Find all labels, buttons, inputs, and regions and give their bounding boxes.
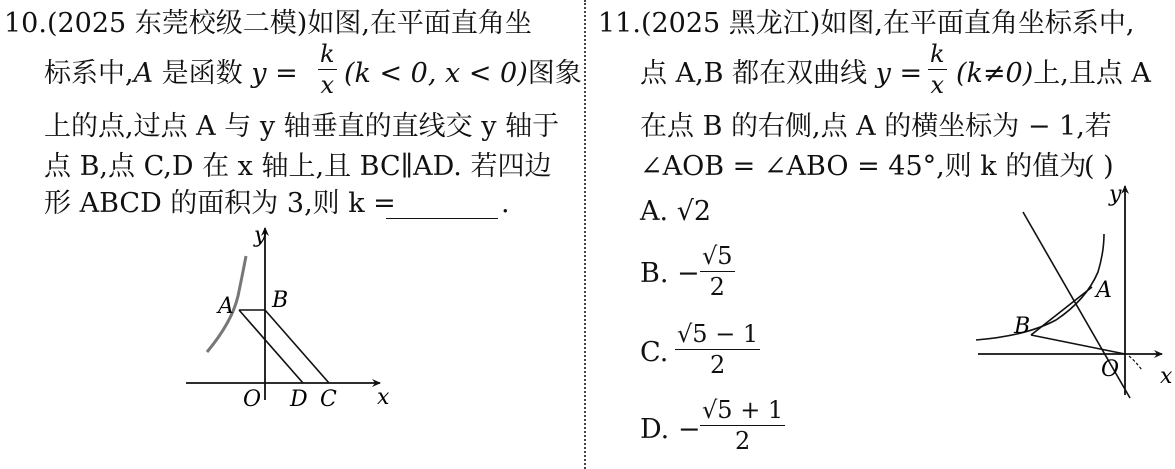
q11-l2a: 点 A,B 都在双曲线 [640,58,876,89]
q11-option-c-num: √5 − 1 [677,320,759,348]
q11-label-a: A [1096,278,1112,303]
q10-segment-bc [265,310,329,383]
q11-option-c-label: C. [640,337,669,368]
q10-label-x: x [377,385,390,410]
q11-option-a-value: √2 [676,196,712,227]
q11-option-b-num: √5 [702,242,733,270]
q10-l2c: 是函数 [153,58,252,89]
q11-option-c-den: 2 [709,351,726,379]
q10-frac-num: k [320,40,335,68]
q11-hyperbola [976,234,1104,340]
q10-label-d: D [290,387,308,412]
q11-number: 11. [598,8,641,39]
q10-l2b: A [133,58,154,89]
q11-l2cond: (k≠0) [956,58,1034,89]
q11-option-d-den: 2 [734,427,751,455]
q10-l5: 形 ABCD 的面积为 3,则 k = [44,188,396,219]
q10-figure [0,0,584,469]
q10-l2y: y [251,58,267,89]
q10-l2eq: = [266,58,298,89]
q10-label-b: B [272,288,289,313]
q11-option-d-num: √5 + 1 [702,396,784,424]
q11-label-x: x [1160,364,1173,389]
q11-l4: ∠AOB = ∠ABO = 45°,则 k 的值为 [640,151,1087,182]
q10-label-o: O [243,387,262,412]
q11-option-b-den: 2 [709,273,725,301]
q10-l5-end: . [501,188,510,219]
q11-segment-ba [1031,287,1092,335]
q11-line1-text: 如图,在平面直角坐标系中, [820,8,1135,39]
q10-line-3: 上的点,过点 A 与 y 轴垂直的直线交 y 轴于 [44,111,560,142]
q11-answer-paren: ( ) [1084,151,1114,182]
q10-label-y: y [254,223,267,248]
q11-frac-num: k [930,40,945,68]
q10-number: 10. [4,8,47,39]
q11-option-d-sign: − [677,414,701,445]
q11-source: (2025 黑龙江) [640,8,821,39]
q11-option-b-sign: − [677,258,700,289]
q11-label-y: y [1109,182,1122,207]
q10-label-c: C [320,387,337,412]
q11-option-a-label: A. [640,196,669,227]
q10-l2a: 标系中, [44,58,134,89]
q11-line-3: 在点 B 的右侧,点 A 的横坐标为 − 1,若 [640,111,1112,142]
q10-l2end: 图象 [527,58,582,89]
q11-frac-den: x [930,71,945,99]
q11-l2eq: = [890,58,923,89]
q10-line1-text: 如图,在平面直角坐 [307,8,532,39]
q10-label-a: A [218,294,234,319]
q11-segment-bo [1031,335,1125,354]
q11-option-d-label: D. [640,414,670,445]
q11-curve-tail [1129,356,1142,370]
q11-l2y: y [875,58,891,89]
q10-l2cond: (k < 0, x < 0) [344,58,528,89]
q11-label-o: O [1101,357,1120,382]
q11-l2end: 上,且点 A [1033,58,1151,89]
q10-line-4: 点 B,点 C,D 在 x 轴上,且 BC∥AD. 若四边 [44,151,552,182]
q10-source: (2025 东莞校级二模) [46,8,308,39]
q10-segment-ad [239,310,303,383]
q11-label-b: B [1014,314,1031,339]
q11-figure [586,0,1175,469]
q10-frac-den: x [320,71,335,99]
q11-option-b-label: B. [640,258,669,289]
